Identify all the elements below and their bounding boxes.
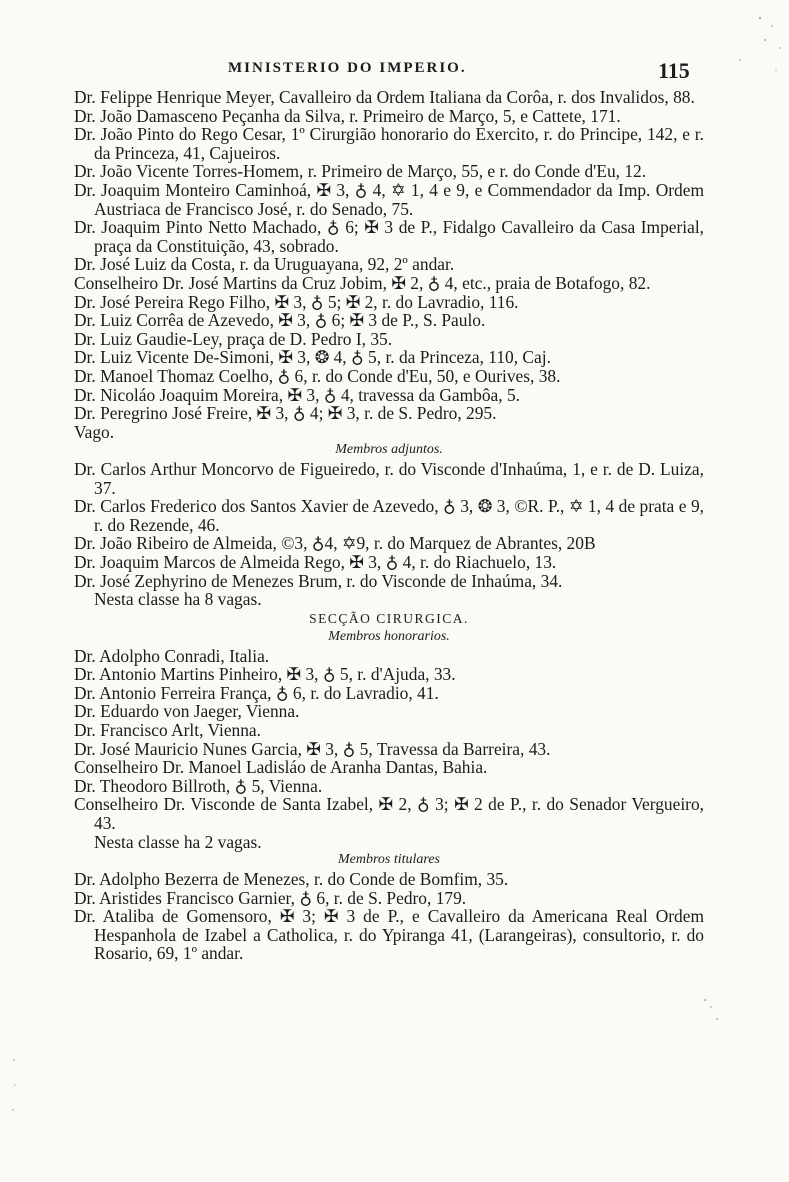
list-item: Conselheiro Dr. Manoel Ladisláo de Aranha Dantas, Bahia. (74, 757, 488, 778)
page-number: 115 (658, 58, 690, 83)
list-item: Dr. José Zephyrino de Menezes Brum, r. do Visconde de Inhaúma, 34. (74, 570, 563, 591)
vacancy-line: Vago. (74, 421, 115, 442)
list-item: Dr. Adolpho Conradi, Italia. (74, 645, 270, 666)
list-item: Dr. Carlos Arthur Moncorvo de Figueiredo, r. do Visconde d'Inhaúma, 1, e r. de D. Luiza, 37. (74, 459, 704, 498)
list-item: Dr. João Ribeiro de Almeida, ©3, ♁4, ✡9, r. do Marquez de Abrantes, 20B (74, 533, 596, 554)
list-item: Conselheiro Dr. José Martins da Cruz Jobim, ✠ 2, ♁ 4, etc., praia de Botafogo, 82. (74, 272, 651, 293)
list-item: Dr. Aristides Francisco Garnier, ♁ 6, r. de S. Pedro, 179. (74, 887, 467, 908)
list-item: Conselheiro Dr. Visconde de Santa Izabel, ✠ 2, ♁ 3; ✠ 2 de P., r. do Senador Vergueiro, 43. (74, 794, 704, 833)
subheading-honorarios: Membros honorarios. (328, 628, 450, 644)
list-item: Dr. João Pinto do Rego Cesar, 1º Cirurgião honorario do Exercito, r. do Principe, 142, e r. da Princeza, 41, Cajueiros. (74, 124, 704, 163)
list-item: Dr. João Damasceno Peçanha da Silva, r. Primeiro de Março, 5, e Cattete, 171. (74, 105, 621, 126)
vacancy-note: Nesta classe ha 2 vagas. (94, 831, 262, 852)
list-item: Dr. Nicoláo Joaquim Moreira, ✠ 3, ♁ 4, travessa da Gambôa, 5. (74, 384, 520, 405)
list-item: Dr. Manoel Thomaz Coelho, ♁ 6, r. do Conde d'Eu, 50, e Ourives, 38. (74, 365, 561, 386)
list-item: Dr. Luiz Gaudie-Ley, praça de D. Pedro I, 35. (74, 328, 393, 349)
list-item: Dr. Luiz Vicente De-Simoni, ✠ 3, ❂ 4, ♁ 5, r. da Princeza, 110, Caj. (74, 347, 551, 368)
list-item: Dr. Felippe Henrique Meyer, Cavalleiro da Ordem Italiana da Corôa, r. dos Invalidos, 88. (74, 87, 695, 107)
list-item: Dr. João Vicente Torres-Homem, r. Primeiro de Março, 55, e r. do Conde d'Eu, 12. (74, 161, 647, 182)
list-item: Dr. Theodoro Billroth, ♁ 5, Vienna. (74, 775, 323, 796)
list-item: Dr. Antonio Martins Pinheiro, ✠ 3, ♁ 5, r. d'Ajuda, 33. (74, 664, 456, 685)
subheading-titulares: Membros titulares (337, 852, 440, 868)
page-body (74, 88, 704, 963)
list-item: Dr. Antonio Ferreira França, ♁ 6, r. do Lavradio, 41. (74, 682, 439, 703)
running-title: MINISTERIO DO IMPERIO. (228, 60, 467, 76)
vacancy-note: Nesta classe ha 8 vagas. (94, 589, 262, 610)
list-item: Dr. José Luiz da Costa, r. da Uruguayana, 92, 2º andar. (74, 254, 455, 275)
list-item: Dr. José Pereira Rego Filho, ✠ 3, ♁ 5; ✠ 2, r. do Lavradio, 116. (74, 291, 519, 312)
list-item: Dr. Adolpho Bezerra de Menezes, r. do Conde de Bomfim, 35. (74, 868, 509, 889)
list-item: Dr. Joaquim Pinto Netto Machado, ♁ 6; ✠ 3 de P., Fidalgo Cavalleiro da Casa Imperial, praça da Constituição, 43, sobrado. (74, 217, 704, 256)
list-item: Dr. Luiz Corrêa de Azevedo, ✠ 3, ♁ 6; ✠ 3 de P., S. Paulo. (74, 310, 486, 331)
list-item: Dr. Carlos Frederico dos Santos Xavier de Azevedo, ♁ 3, ❂ 3, ©R. P., ✡ 1, 4 de prata e 9, r. do Rezende, 46. (74, 496, 704, 535)
list-item: Dr. Joaquim Monteiro Caminhoá, ✠ 3, ♁ 4, ✡ 1, 4 e 9, e Commendador da Imp. Ordem Austriaca de Francisco José, r. do Senado, 75. (74, 179, 704, 219)
section-heading: SECÇÃO CIRURGICA. (309, 610, 469, 626)
list-item: Dr. Joaquim Marcos de Almeida Rego, ✠ 3, ♁ 4, r. do Riachuelo, 13. (74, 552, 557, 573)
list-item: Dr. Eduardo von Jaeger, Vienna. (74, 701, 300, 722)
subheading-adjuntos: Membros adjuntos. (335, 442, 443, 458)
list-item: Dr. Francisco Arlt, Vienna. (74, 720, 261, 740)
list-item: Dr. Peregrino José Freire, ✠ 3, ♁ 4; ✠ 3, r. de S. Pedro, 295. (74, 403, 497, 424)
list-item: Dr. Ataliba de Gomensoro, ✠ 3; ✠ 3 de P., e Cavalleiro da Americana Real Ordem Hespanhola de Izabel a Catholica, r. do Ypiranga 41, (Larangeiras), consultorio, r. do Rosario, 69, 1º andar. (74, 906, 704, 964)
page-header (0, 58, 789, 88)
list-item: Dr. José Mauricio Nunes Garcia, ✠ 3, ♁ 5, Travessa da Barreira, 43. (74, 738, 551, 759)
